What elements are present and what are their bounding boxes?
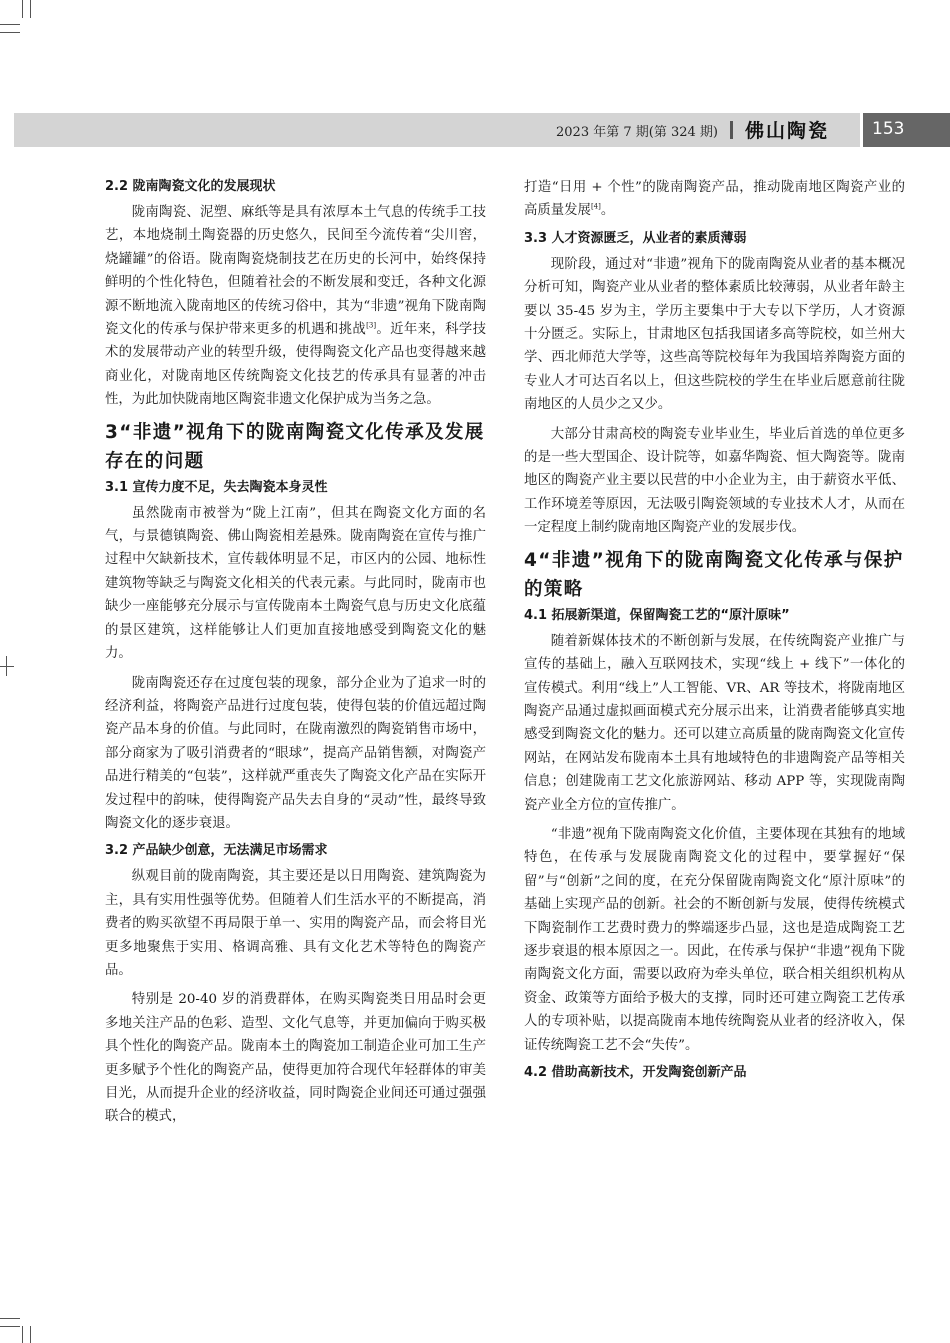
issue-label: 2023 年第 7 期(第 324 期)	[556, 125, 718, 140]
crop-mark	[22, 1326, 23, 1343]
crop-mark	[30, 1326, 31, 1343]
crop-mark	[0, 1326, 20, 1327]
page-number: 153	[872, 119, 905, 139]
section-2-2-heading: 2.2 陇南陶瓷文化的发展现状	[105, 179, 276, 194]
citation-ref: [4]	[590, 202, 601, 211]
paragraph: 纵观目前的陇南陶瓷，其主要还是以日用陶瓷、建筑陶瓷为主，具有实用性强等优势。但随着人们生活水平的不断提高，消费者的购买欲望不再局限于单一、实用的陶瓷产品，而会将目光更多地聚焦于实用、格调高雅、具有文化艺术等特色的陶瓷产品。	[105, 869, 486, 978]
crop-mark	[30, 0, 31, 18]
header-divider	[730, 121, 733, 139]
crop-mark	[6, 656, 7, 676]
paragraph-continued: 打造“日用 + 个性”的陇南陶瓷产品，推动陇南地区陶瓷产业的高质量发展[4]。	[524, 180, 905, 219]
crop-mark	[22, 0, 23, 18]
section-3-1-heading: 3.1 宣传力度不足，失去陶瓷本身灵性	[105, 479, 328, 495]
paragraph: 陇南陶瓷、泥塑、麻纸等是具有浓厚本土气息的传统手工技艺，本地烧制土陶瓷器的历史悠久，民间至今流传着“尖川窖，烧罐罐”的俗语。陇南陶瓷烧制技艺在历史的长河中，始终保持鲜明的个性化特色，但随着社会的不断发展和变迁，各种文化源源不断地流入陇南地区的传统习俗中，其为“非遗”视角下陇南陶瓷文化的传承与保护带来更多的机遇和挑战[3]。近年来，科学技术的发展带动产业的转型升级，使得陶瓷文化产品也变得越来越商业化，对陇南地区传统陶瓷文化技艺的传承具有显著的冲击性，为此加快陇南地区陶瓷非遗文化保护成为当务之急。	[105, 205, 487, 408]
citation-ref: [3]	[366, 321, 377, 330]
crop-mark	[0, 666, 14, 667]
section-3-2-heading: 3.2 产品缺少创意，无法满足市场需求	[105, 843, 328, 859]
paragraph: 随着新媒体技术的不断创新与发展，在传统陶瓷产业推广与宣传的基础上，融入互联网技术，实现“线上 + 线下”一体化的宣传模式。利用“线上”人工智能、VR、AR 等技术，将陇南地区陶瓷产品通过虚拟画面模式充分展示出来，让消费者能够真实地感受到陶瓷文化的魅力。还可以建立高质量的陇南陶瓷文化宣传网站，在网站发布陇南本土具有地域特色的非遗陶瓷产品等相关信息；创建陇南工艺文化旅游网站、移动 APP 等，实现陇南陶瓷产业全方位的宣传推广。	[524, 633, 905, 813]
paragraph: 大部分甘肃高校的陶瓷专业毕业生，毕业后首选的单位更多的是一些大型国企、设计院等，如嘉华陶瓷、恒大陶瓷等。陇南地区的陶瓷产业主要以民营的中小企业为主，由于薪资水平低、工作环境差等原因，无法吸引陶瓷领域的专业技术人才，从而在一定程度上制约陇南地区陶瓷产业的发展步伐。	[524, 426, 905, 536]
paragraph: 特别是 20-40 岁的消费群体，在购买陶瓷类日用品时会更多地关注产品的色彩、造型、文化气息等，并更加偏向于购买极具个性化的陶瓷产品。陇南本土的陶瓷加工制造企业可加工生产更多赋予个性化的陶瓷产品，使得更加符合现代年轻群体的审美目光，从而提升企业的经济收益，同时陶瓷企业间还可通过强强联合的模式，	[105, 992, 486, 1125]
crop-mark	[0, 1318, 20, 1319]
crop-mark	[0, 32, 20, 33]
section-4-1-heading: 4.1 拓展新渠道，保留陶瓷工艺的“原汁原味”	[524, 607, 790, 623]
section-3-3-heading: 3.3 人才资源匮乏，从业者的素质薄弱	[524, 230, 747, 246]
journal-title: 佛山陶瓷	[745, 120, 830, 142]
section-3-heading: 3“非遗”视角下的陇南陶瓷文化传承及发展存在的问题	[105, 421, 485, 472]
crop-mark	[0, 24, 20, 25]
right-column	[524, 176, 905, 1087]
paragraph: “非遗”视角下陇南陶瓷文化价值，主要体现在其独有的地域特色，在传承与发展陇南陶瓷文化的过程中，要掌握好“保留”与“创新”之间的度，在充分保留陇南陶瓷文化“原汁原味”的基础上实现产品的创新。社会的不断创新与发展，使得传统模式下陶瓷制作工艺费时费力的弊端逐步凸显，这也是造成陶瓷工艺逐步衰退的根本原因之一。因此，在传承与保护“非遗”视角下陇南陶瓷文化方面，需要以政府为牵头单位，联合相关组织机构从资金、政策等方面给予极大的支撑，同时还可建立陶瓷工艺传承人的专项补贴，以提高陇南本地传统陶瓷从业者的经济收入，保证传统陶瓷工艺不会“失传”。	[524, 826, 905, 1053]
paragraph: 虽然陇南市被誉为“陇上江南”，但其在陶瓷文化方面的名气，与景德镇陶瓷、佛山陶瓷相差悬殊。陇南陶瓷在宣传与推广过程中欠缺新技术，宣传载体明显不足，市区内的公园、地标性建筑物等缺乏与陶瓷文化相关的代表元素。与此同时，陇南市也缺少一座能够充分展示与宣传陇南本土陶瓷气息与历史文化底蕴的景区建筑，这样能够让人们更加直接地感受到陶瓷文化的魅力。	[105, 505, 486, 662]
paragraph: 陇南陶瓷还存在过度包装的现象，部分企业为了追求一时的经济利益，将陶瓷产品进行过度包装，使得包装的价值远超过陶瓷产品本身的价值。与此同时，在陇南激烈的陶瓷销售市场中，部分商家为了吸引消费者的“眼球”，提高产品销售额，对陶瓷产品进行精美的“包装”，这样就严重丧失了陶瓷文化产品在实际开发过程中的韵味，使得陶瓷产品失去自身的“灵动”性，最终导致陶瓷文化的逐步衰退。	[105, 675, 486, 831]
section-4-2-heading: 4.2 借助高新技术，开发陶瓷创新产品	[524, 1065, 747, 1080]
left-column	[105, 176, 486, 1135]
paragraph: 现阶段，通过对“非遗”视角下的陇南陶瓷从业者的基本概况分析可知，陶瓷产业从业者的整体素质比较薄弱，从业者年龄主要以 35-45 岁为主，学历主要集中于大专以下学历，人才资源十分匮乏。实际上，甘肃地区包括我国诸多高等院校，如兰州大学、西北师范大学等，这些高等院校每年为我国培养陶瓷方面的专业人才可达百名以上，但这些院校的学生在毕业后愿意前往陇南地区的人员少之又少。	[524, 256, 905, 413]
section-4-heading: 4“非遗”视角下的陇南陶瓷文化传承与保护的策略	[524, 549, 904, 600]
